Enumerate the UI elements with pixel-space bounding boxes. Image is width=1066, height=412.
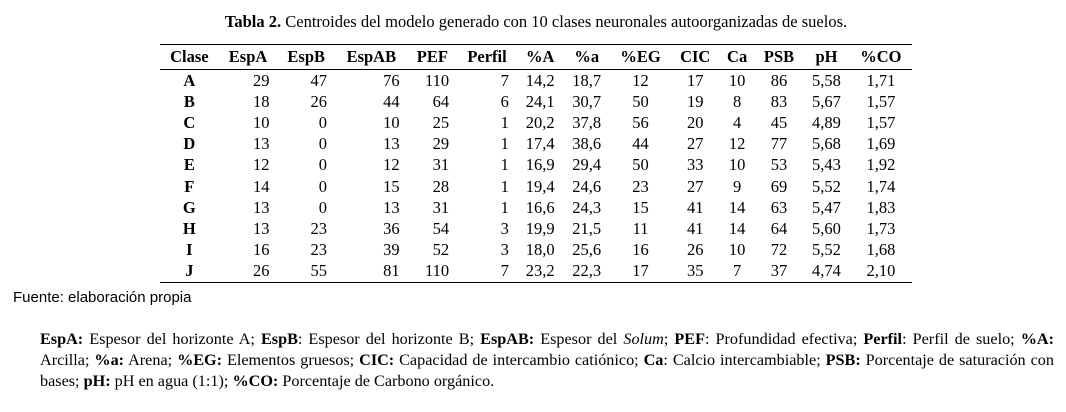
table-cell: 5,68 [812,134,841,154]
legend-description: pH en agua (1:1); [110,372,233,390]
table-cell: 12 [383,155,400,175]
column-header: EspB [277,45,335,70]
table-cell: 26 [686,240,704,260]
table-cell: 13 [252,218,270,238]
column-header: %A [517,45,564,70]
header-row [160,45,912,70]
column-header: EspA [219,45,278,70]
table-cell: 31 [432,197,450,217]
table-cell: 12 [252,155,270,175]
table-caption [160,12,912,32]
source-note: Fuente: elaboración propia [13,289,192,306]
table-cell: 23 [632,176,649,196]
table-cell: 12 [728,134,746,154]
table-cell: 29 [432,134,450,154]
table-cell: 16,6 [525,197,555,217]
table-cell: 45 [770,112,788,132]
table-cell: 1 [500,134,509,154]
table-cell: 27 [686,176,704,196]
legend-abbreviation: %CO: [232,372,279,390]
table-cell: 1,74 [866,176,896,196]
legend-description: Arena; [124,351,178,369]
table-cell: 14 [728,197,746,217]
table-cell: 10 [728,240,746,260]
table-cell: 16 [252,240,270,260]
table-cell: 7 [719,261,755,283]
legend-abbreviation: EspA: [40,330,84,348]
table-cell: 1,57 [866,91,896,111]
table-cell: 15 [632,197,649,217]
column-header: CIC [671,45,719,70]
table-cell: 64 [770,218,788,238]
table-cell: 8 [733,91,742,111]
table-cell: 29 [252,70,270,90]
table-cell: 23,2 [517,261,564,283]
table-cell: 5,43 [812,155,841,175]
legend-separator: ; [663,330,675,348]
table-cell: 5,60 [812,218,841,238]
table-cell: 17 [610,261,671,283]
table-cell: 47 [310,70,328,90]
table-cell: 24,6 [572,176,602,196]
table-cell: 17 [686,70,704,90]
legend-abbreviation: %A: [1020,330,1055,348]
table-header [160,45,912,70]
legend-description: : Perfil de suelo; [902,330,1021,348]
table-cell: 33 [686,155,704,175]
table-cell: 25,6 [572,240,602,260]
table-cell: 25 [432,112,450,132]
table-cell: 5,67 [812,91,841,111]
table-cell: 9 [733,176,742,196]
table-cell: 26 [219,261,278,283]
table-cell: 5,52 [812,176,841,196]
legend-abbreviation: CIC: [359,351,395,369]
table-cell: 83 [770,91,788,111]
table-cell: 29,4 [572,155,602,175]
table-row [160,155,912,176]
legend-description: Porcentaje de Carbono orgánico. [278,372,495,390]
table-cell: 1,68 [866,240,896,260]
legend-description: : Espesor del horizonte B; [297,330,481,348]
table-cell: 4,74 [803,261,850,283]
legend-abbreviation: %EG: [177,351,223,369]
legend-description: Elementos gruesos; [222,351,360,369]
table-cell: 5,52 [812,240,841,260]
table-cell: 77 [770,134,788,154]
table-cell: 110 [408,261,457,283]
table-cell: 4,89 [812,112,841,132]
table-cell: 4 [733,112,742,132]
column-header: pH [803,45,850,70]
legend-abbreviation: %a: [94,351,125,369]
table-cell: 50 [632,91,649,111]
table-cell: 14,2 [525,70,555,90]
abbreviation-legend [40,329,1054,392]
table-cell: 1 [500,155,509,175]
table-cell: 52 [432,240,450,260]
table-cell: 7 [457,261,517,283]
column-header: Clase [160,45,219,70]
centroids-table [160,44,912,283]
table-cell: 21,5 [572,218,602,238]
class-cell: B [183,91,195,111]
table-row [160,91,912,112]
table-cell: 31 [432,155,450,175]
table-cell: 2,10 [850,261,912,283]
table-cell: 3 [500,240,509,260]
class-cell: C [183,112,196,132]
table-cell: 0 [318,134,328,154]
table-cell: 1,83 [866,197,896,217]
column-header: PSB [755,45,803,70]
table-cell: 44 [632,134,649,154]
legend-abbreviation: EspAB: [480,330,535,348]
table-cell: 10 [383,112,400,132]
table-cell: 18,7 [572,70,602,90]
table-row [160,134,912,155]
table-cell: 18 [252,91,270,111]
table-cell: 24,1 [525,91,555,111]
table-cell: 55 [277,261,335,283]
table-cell: 36 [383,218,400,238]
table-cell: 7 [500,70,509,90]
table-cell: 18,0 [525,240,555,260]
legend-description: Espesor del [534,330,624,348]
legend-italic-term: Solum [623,330,664,348]
table-cell: 39 [383,240,400,260]
table-cell: 1 [500,112,509,132]
class-cell: I [186,240,193,260]
table-cell: 0 [318,155,328,175]
legend-abbreviation: EspB [260,330,298,348]
legend-description: Capacidad de intercambio catiónico; [394,351,644,369]
table-row [160,70,912,92]
table-cell: 16 [632,240,649,260]
table-cell: 26 [310,91,328,111]
table-cell: 50 [632,155,649,175]
legend-description: Arcilla; [40,351,95,369]
column-header: PEF [408,45,457,70]
table-cell: 1,69 [866,134,896,154]
table-cell: 38,6 [572,134,602,154]
legend-abbreviation: Perfil [863,330,903,348]
table-cell: 30,7 [572,91,602,111]
class-cell: F [184,176,195,196]
table-cell: 0 [318,112,328,132]
legend-description: : Profundidad efectiva; [704,330,864,348]
legend-abbreviation: pH: [83,372,111,390]
table-cell: 17,4 [525,134,555,154]
table-cell: 15 [383,176,400,196]
table-cell: 37 [755,261,803,283]
column-header: %CO [850,45,912,70]
table-cell: 56 [632,112,649,132]
table-cell: 86 [770,70,788,90]
table-cell: 81 [335,261,408,283]
table-cell: 13 [252,134,270,154]
caption-label: Tabla 2. [224,12,282,31]
table-cell: 23 [310,218,328,238]
table-cell: 69 [770,176,788,196]
table-cell: 22,3 [563,261,610,283]
table-cell: 37,8 [572,112,602,132]
table-cell: 54 [432,218,450,238]
table-cell: 19,4 [525,176,555,196]
legend-description: Porcentaje de saturación con bases; [40,351,1054,390]
table-cell: 3 [500,218,509,238]
table-cell: 64 [432,91,450,111]
table-cell: 16,9 [525,155,555,175]
legend-description: : Calcio intercambiable; [663,351,826,369]
table-cell: 24,3 [572,197,602,217]
table-cell: 14 [252,176,270,196]
table-cell: 23 [310,240,328,260]
table-cell: 12 [632,70,649,90]
class-cell: H [182,218,196,238]
table-cell: 1,73 [866,218,896,238]
table-cell: 19 [686,91,704,111]
table-cell: 63 [770,197,788,217]
table-cell: 35 [671,261,719,283]
table-row [160,112,912,133]
column-header: %a [563,45,610,70]
table-cell: 1,92 [866,155,896,175]
table-cell: 27 [686,134,704,154]
table-cell: 6 [500,91,509,111]
class-cell: G [182,197,196,217]
table-cell: 10 [728,70,746,90]
table-cell: 11 [632,218,649,238]
table-cell: 1,71 [866,70,896,90]
table-cell: 13 [383,197,400,217]
table-cell: 28 [432,176,450,196]
table-cell: 1,57 [866,112,896,132]
table-cell: 76 [383,70,400,90]
class-cell: J [160,261,219,283]
table-cell: 10 [728,155,746,175]
legend-abbreviation: PEF [674,330,705,348]
table-body [160,70,912,283]
legend-abbreviation: Ca [643,351,664,369]
table-row [160,197,912,218]
table-cell: 20,2 [525,112,555,132]
table-cell: 44 [383,91,400,111]
table-cell: 41 [686,197,704,217]
table-cell: 5,58 [812,70,841,90]
table-cell: 19,9 [525,218,555,238]
table-cell: 53 [770,155,788,175]
class-cell: E [183,155,195,175]
class-cell: A [183,70,196,90]
table-cell: 14 [728,218,746,238]
table-cell: 5,47 [812,197,841,217]
table-cell: 72 [770,240,788,260]
table-cell: 13 [383,134,400,154]
column-header: %EG [610,45,671,70]
column-header: EspAB [335,45,408,70]
table-row [160,218,912,239]
table-cell: 1 [500,197,509,217]
table-cell: 0 [318,197,328,217]
column-header: Perfil [457,45,517,70]
table-cell: 10 [252,112,270,132]
column-header: Ca [719,45,755,70]
caption-text: Centroides del modelo generado con 10 clases neuronales autoorganizadas de suelos. [281,12,848,31]
table-row [160,240,912,261]
table-cell: 41 [686,218,704,238]
legend-abbreviation: PSB: [825,351,861,369]
table-cell: 20 [686,112,704,132]
table-cell: 1 [500,176,509,196]
class-cell: D [183,134,196,154]
table-cell: 0 [318,176,328,196]
table-row [160,261,912,283]
table-cell: 13 [252,197,270,217]
table-row [160,176,912,197]
table-cell: 110 [424,70,450,90]
legend-description: Espesor del horizonte A; [83,330,261,348]
